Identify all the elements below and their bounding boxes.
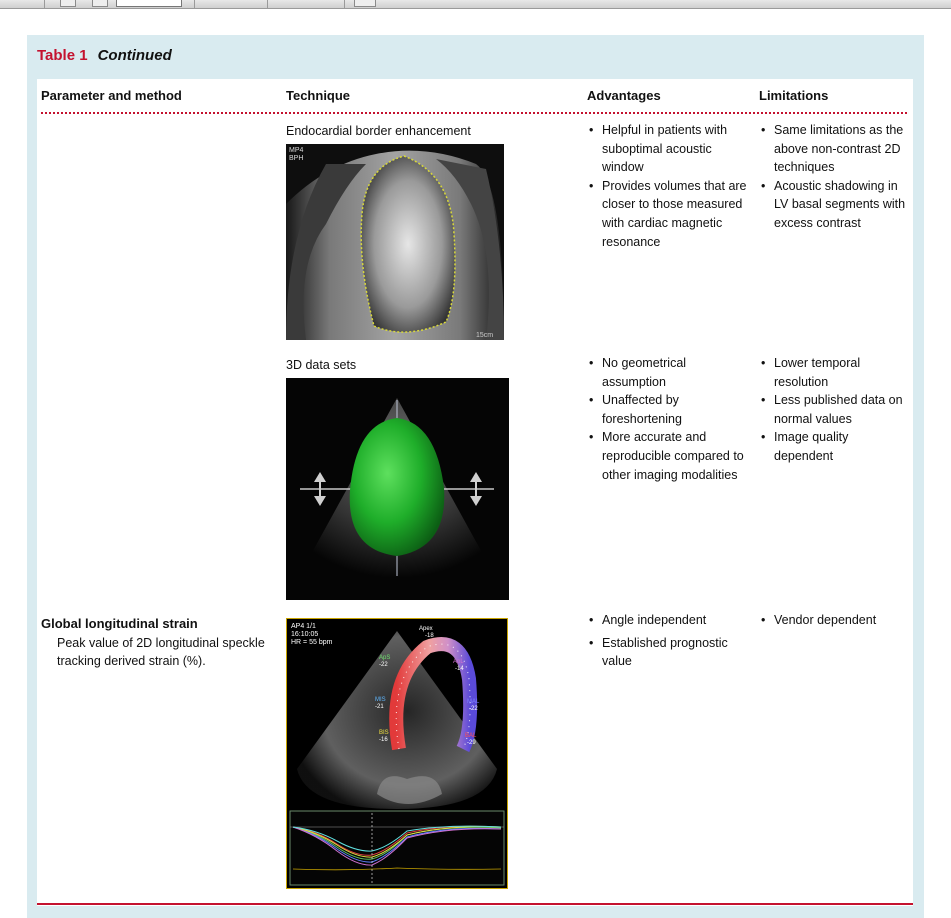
segment-mal-value: -22	[469, 706, 478, 712]
segment-apex-value: -18	[425, 633, 434, 639]
list-item: • Unaffected by foreshortening	[587, 391, 752, 428]
advantages-cell	[587, 611, 749, 671]
3d-dataset-image	[286, 378, 509, 600]
list-item: • Angle independent	[587, 611, 749, 630]
list-item: • Helpful in patients with suboptimal acoustic window	[587, 121, 749, 177]
strain-header-view: AP4 1/1	[291, 623, 316, 630]
parameter-cell	[41, 615, 281, 671]
header-limitations: Limitations	[759, 88, 829, 103]
segment-mis-value: -21	[375, 704, 384, 710]
segment-aps-label: ApS	[379, 655, 391, 661]
strain-header-time: 16:10:05	[291, 631, 319, 638]
list-item: • Less published data on normal values	[759, 391, 909, 428]
segment-bis-value: -16	[379, 737, 388, 743]
advantages-cell	[587, 121, 749, 251]
header-parameter: Parameter and method	[41, 88, 182, 103]
list-item: • Established prognostic value	[587, 634, 749, 671]
table-body	[37, 79, 913, 906]
segment-bal-label: BAL	[465, 733, 477, 739]
list-item: • Acoustic shadowing in LV basal segments with excess contrast	[759, 177, 909, 233]
toolbar-button[interactable]	[354, 0, 376, 7]
toolbar-separator	[267, 0, 268, 8]
list-item: • More accurate and reproducible compared to other imaging modalities	[587, 428, 752, 484]
segment-apl-value: -14	[455, 666, 464, 672]
header-advantages: Advantages	[587, 88, 661, 103]
header-technique: Technique	[286, 88, 351, 103]
segment-apl-label: ApL	[453, 659, 464, 665]
echo-contrast-image	[286, 144, 504, 340]
table-panel	[27, 35, 924, 918]
page-number-field[interactable]	[116, 0, 182, 7]
viewer-toolbar	[0, 0, 951, 9]
toolbar-button[interactable]	[92, 0, 108, 7]
segment-mal-label: MAL	[467, 699, 480, 705]
list-item: • Vendor dependent	[759, 611, 909, 630]
table-number: Table 1	[37, 47, 88, 64]
technique-label: Endocardial border enhancement	[286, 124, 471, 138]
toolbar-button[interactable]	[60, 0, 76, 7]
segment-bis-label: BIS	[379, 730, 389, 736]
echo-label-mode: MP4	[289, 147, 304, 154]
table-continued: Continued	[97, 47, 172, 64]
toolbar-separator	[194, 0, 195, 8]
parameter-description: Peak value of 2D longitudinal speckle tracking derived strain (%).	[57, 635, 265, 669]
segment-apex-label: Apex	[419, 626, 433, 632]
limitations-cell	[759, 121, 909, 233]
toolbar-separator	[344, 0, 345, 8]
limitations-cell	[759, 611, 909, 630]
parameter-title: Global longitudinal strain	[41, 616, 198, 631]
table-title	[37, 47, 172, 64]
strain-header-hr: HR = 55 bpm	[291, 639, 333, 646]
echo-label-depth: 15cm	[476, 332, 494, 339]
list-item: • Same limitations as the above non-contrast 2D techniques	[759, 121, 909, 177]
list-item: • Provides volumes that are closer to those measured with cardiac magnetic resonance	[587, 177, 749, 251]
toolbar-separator	[44, 0, 45, 8]
technique-label: 3D data sets	[286, 358, 357, 372]
table-bottom-rule	[37, 903, 913, 905]
segment-bal-value: -29	[467, 740, 476, 746]
echo-label-mode2: BPH	[289, 155, 304, 162]
header-divider	[41, 112, 907, 114]
segment-mis-label: MIS	[375, 697, 386, 703]
limitations-cell	[759, 354, 909, 466]
segment-aps-value: -22	[379, 662, 388, 668]
list-item: • No geometrical assumption	[587, 354, 752, 391]
list-item: • Lower temporal resolution	[759, 354, 909, 391]
list-item: • Image quality dependent	[759, 428, 909, 465]
advantages-cell	[587, 354, 752, 484]
strain-image	[286, 618, 508, 889]
